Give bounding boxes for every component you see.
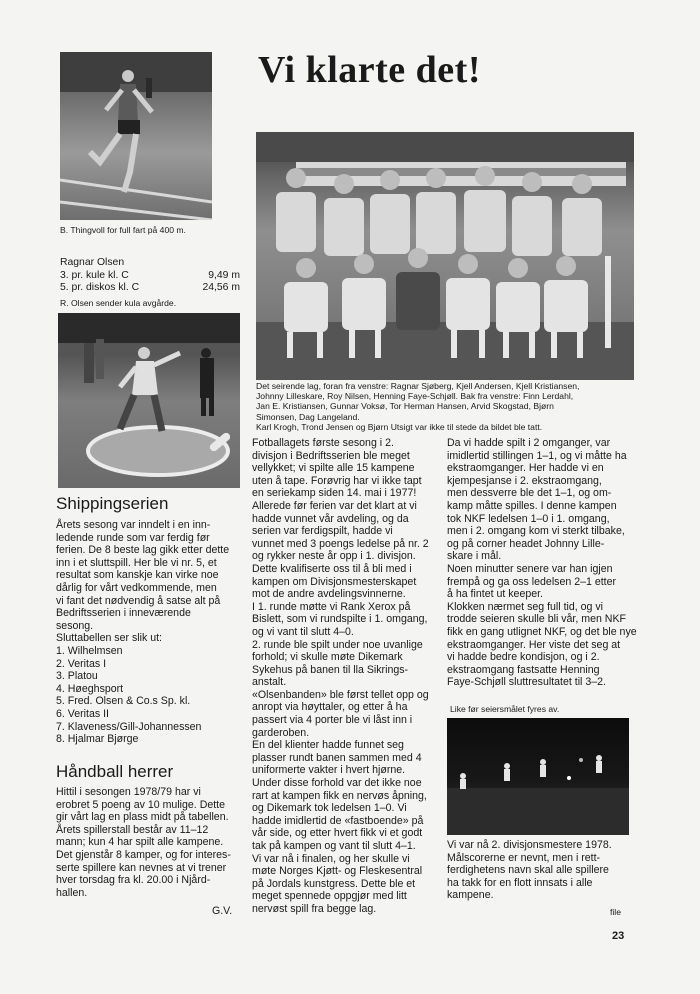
results-row [60,282,240,295]
handball-text [56,786,241,899]
result-value: 9,49 m [208,269,240,281]
text-line: tak på kampen og vant til slutt 4–1. [252,840,416,852]
text-line: imidlertid stillingen 1–1, og vi måtte ha [447,449,627,462]
text-line: ekstraomgang fastsatte Henning [447,663,600,676]
results-block [60,257,240,295]
text-line: Faye-Schjøll sluttresultatet til 3–2. [447,676,606,689]
handball-title: Håndball herrer [56,762,174,781]
text-line: nervøst spill fra begge lag. [252,902,377,915]
text-line: Allerede før ferien var det klart at vi [252,499,417,512]
text-line: og på corner headet Johnny Lille- [447,537,605,550]
text-line: En del klienter hadde funnet seg [252,739,404,752]
text-line: Det gjenstår 8 kamper, og for interes- [56,848,231,861]
text-line: Bislett, som vi rundspilte i 1. omgang, [252,613,428,626]
text-line: Bedriftsserien i inneværende [56,607,191,620]
text-line: vi hadde bedre kondisjon, og i 2. [447,651,600,664]
shot-put-image [58,313,240,488]
text-line: hadde imidlertid de «fastboende» på [252,814,424,827]
closing-paragraph [447,839,633,902]
team-caption-line: Det seirende lag, foran fra venstre: Ragnar Sjøberg, Kjell Andersen, Kjell Kristiansen, [256,381,580,391]
photo2-caption: R. Olsen sender kula avgårde. [60,298,177,308]
text-line: uten å tape. Forøvrig har vi ikke tapt [252,474,422,487]
text-line: divisjon i Bedriftsserien ble meget [252,449,410,462]
text-line: passert via 4 porter ble vi låst inn i [252,714,413,727]
text-line: Dette kvalifiserte oss til å bli med i [252,562,412,575]
text-line: å ha fintet ut keeper. [447,588,544,601]
team-image [256,132,634,380]
photo4-caption: Like før seiersmålet fyres av. [450,704,560,714]
text-line: Sykehus på banen til lla Sikrings- [252,663,409,676]
text-line: Årets spillerstall består av 11–12 [56,823,209,836]
photo-shot-put [58,313,240,488]
photo-runner [60,52,212,220]
text-line: plasser rundt banen sammen med 4 [252,751,422,764]
text-line: ekstraomganger. Her viste det seg at [447,638,621,651]
text-line: serien var ferdigspilt, hadde vi [252,525,393,538]
text-line: hallen. [56,886,88,899]
text-line: og vi vant til slutt 4–0. [252,625,354,638]
text-line: Vi var nå 2. divisjonsmestere 1978. [447,839,612,851]
runner-image [60,52,212,220]
text-line: vår side, og etter hvert fikk vi et godt [252,827,423,840]
text-line: Da vi hadde spilt i 2 omganger, var [447,437,611,449]
text-line: «Olsenbanden» ble først tellet opp og [252,688,429,701]
text-line: og Dikemark tok ledelsen 1–0. Vi [252,802,407,815]
text-line: Klokken nærmet seg full tid, og vi [447,600,604,613]
text-line: Sluttabellen ser slik ut: [56,632,162,645]
photo1-caption: B. Thingvoll for full fart på 400 m. [60,225,186,235]
text-line: frempå og ga oss ledelsen 2–1 etter [447,575,617,588]
ghost-text-left [6,60,36,67]
text-line: trodde seieren skulle bli vår, men NKF [447,613,626,626]
result-value: 24,56 m [202,282,240,293]
standings-item: 5. Fred. Olsen & Co.s Sp. kl. [56,695,191,708]
team-caption-line: Simonsen, Dag Langeland. [256,411,360,422]
text-line: på Jordals kunstgress. Dette ble et [252,877,416,890]
text-line: rart at kampen fikk en nervøs åpning, [252,789,427,802]
text-line: ledende runde som var ferdig før [56,531,210,544]
text-line: tok NKF ledelsen 1–0 i 1. omgang, [447,512,610,525]
text-line: kamp måtte spilles. I denne kampen [447,499,617,512]
text-line: Vi var nå i finalen, og her skulle vi [252,852,410,865]
text-line: hadde vunnet vår avdeling, og da [252,512,409,525]
shipping-title: Shippingserien [56,494,169,513]
text-line: gir vårt lag en plass midt på tabellen. [56,811,229,824]
handball-signature: G.V. [212,905,233,917]
text-line: fikk en gang utlignet NKF, og det ble nye [447,625,637,638]
text-line: anstalt. [252,676,287,689]
text-line: Årets sesong var inndelt i en inn- [56,519,211,531]
page-headline: Vi klarte det! [258,49,481,91]
results-row [60,270,240,283]
text-line: skare i mål. [447,550,502,563]
text-line: ferdighetens navn skal alle spillere [447,864,609,877]
football-article-middle [252,437,438,916]
text-line: ferien. De 8 beste lag gikk etter dette [56,544,230,557]
page-number: 23 [612,930,625,942]
text-line: mann; kun 4 har spilt alle kampene. [56,836,224,849]
text-line: garderoben. [252,726,310,739]
team-caption [256,381,641,432]
team-caption-line: Johnny Lilleskare, Roy Nilsen, Henning Faye-Schjøll. Bak fra venstre: Finn Lerdahl, [256,391,574,402]
text-line: inn i et sluttspill. Her ble vi nr. 5, et [56,556,217,569]
text-line: vi fant det nødvendig å satse alt på [56,594,221,607]
text-line: Fotballagets første sesong i 2. [252,437,394,449]
text-line: forhold; vi skulle møte Dikemark [252,651,403,664]
text-line: mot de andre avdelingsvinnerne. [252,588,406,601]
text-line: Noen minutter senere var han igjen [447,562,613,575]
result-label: 3. pr. kule kl. C [60,269,129,281]
standings-item: 7. Klaveness/Gill-Johannessen [56,720,202,733]
file-label: file [610,907,621,917]
text-line: uniformerte vakter i hvert hjørne. [252,764,406,777]
text-line: og rykker neste år opp i 1. divisjon. [252,550,416,563]
text-line: vellykket; vi spilte alle 15 kampene [252,462,415,475]
text-line: serte spillere kan nevnes at vi trener [56,861,227,874]
text-line: kampen om Divisjonsmesterskapet [252,575,417,588]
photo-team [256,132,634,380]
text-line: men i 2. omgang kom vi sterkt tilbake, [447,525,625,538]
photo-night-match [447,718,629,835]
standings-item: 8. Hjalmar Bjørge [56,733,139,746]
text-line: hver torsdag fra kl. 20.00 i Njård- [56,874,211,887]
team-caption-line: Karl Krogh, Trond Jensen og Bjørn Utsigt var ikke til stede da bildet ble tatt. [256,421,543,432]
standings-item: 2. Veritas I [56,657,107,670]
standings-item: 6. Veritas II [56,707,109,720]
text-line: meget spennede oppgjør med litt [252,890,407,903]
text-line: sesong. [56,619,94,632]
text-line: kjempesjanse i 2. ekstraomgang, [447,474,602,487]
football-article-right [447,437,637,689]
shipping-intro [56,519,241,645]
text-line: en seriekamp siden 14. mai i 1977! [252,487,417,500]
text-line: 2. runde ble spilt under noe uvanlige [252,638,423,651]
text-line: vunnet med 3 poengs ledelse på nr. 2 [252,537,429,550]
result-label: 5. pr. diskos kl. C [60,282,140,293]
text-line: møte Norges Kjøtt- og Fleskesentral [252,865,423,878]
standings-item: 3. Platou [56,670,98,683]
text-line: Under disse forhold var det ikke noe [252,777,422,790]
night-match-image [447,718,629,835]
results-name: Ragnar Olsen [60,257,125,268]
text-line: I 1. runde møtte vi Rank Xerox på [252,600,411,613]
text-line: dårlig for vårt vedkommende, men [56,581,217,594]
text-line: resultat som kanskje kan virke noe [56,569,219,582]
standings-item: 4. Høeghsport [56,682,124,695]
standings-item: 1. Wilhelmsen [56,645,123,657]
team-caption-line: Jan E. Kristiansen, Gunnar Voksø, Tor Herman Hansen, Arvid Skogstad, Bjørn [256,401,554,412]
text-line: kampene. [447,889,494,902]
text-line: men dessverre ble det 1–1, og om- [447,487,612,500]
text-line: erobret 5 poeng av 10 mulige. Dette [56,798,226,811]
text-line: Målscorerne er nevnt, men i rett- [447,851,601,864]
standings-list [56,645,241,746]
text-line: ha takk for en flott innsats i alle [447,876,593,889]
text-line: anropt via høyttaler, og etter å ha [252,701,408,714]
text-line: Hittil i sesongen 1978/79 har vi [56,786,201,798]
text-line: ekstraomganger. Her hadde vi en [447,462,604,475]
